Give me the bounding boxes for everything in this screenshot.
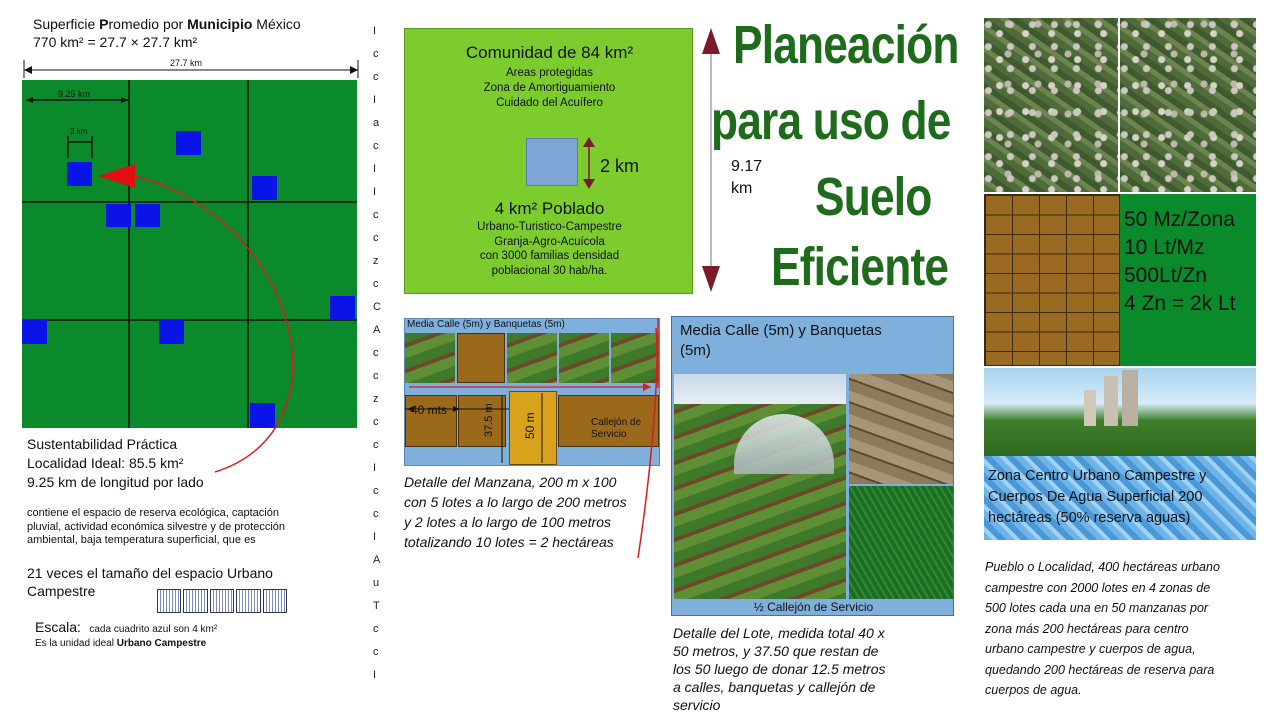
contiene-text: contiene el espacio de reserva ecológica, captación pluvial, actividad económica silvestre y de protección ambiental, baja temperatura superficial, que es [27, 507, 286, 546]
escala-squares [157, 589, 287, 613]
sustentabilidad-text: Sustentabilidad Práctica [27, 436, 178, 452]
unidad-line: Es la unidad ideal Urbano Campestre [35, 638, 207, 649]
stones-photo [849, 374, 953, 484]
poblado-square [526, 138, 578, 186]
red-arrow-2 [630, 318, 670, 568]
water-box [984, 456, 1256, 540]
lote-desc: Detalle del Lote, medida total 40 x 50 metros, y 37.50 que restan de los 50 luego de donar 12.5 metros a calles, banquetas y callejón de servicio [673, 625, 886, 713]
left-title-line2: 770 km² = 27.7 × 27.7 km² [33, 34, 198, 50]
veces-text-1: 21 veces el tamaño del espacio Urbano [27, 565, 273, 581]
vertical-dim-label-1: 9.17 [731, 158, 763, 175]
dim-arrow-2km [581, 137, 597, 189]
manzana-diagram [404, 318, 660, 466]
longitud-text: 9.25 km de longitud por lado [27, 474, 204, 490]
manzana-top-label: Media Calle (5m) y Banquetas (5m) [407, 319, 565, 330]
dim-small-label: 2 km [70, 127, 88, 136]
blue-square [22, 320, 47, 344]
blue-square [176, 131, 201, 155]
centro-urbano-photo [984, 368, 1256, 456]
red-arrow [90, 160, 320, 480]
manzanas-grid [984, 194, 1120, 366]
lote-detail [671, 316, 954, 616]
comunidad-lines: Areas protegidas Zona de Amortiguamiento Cuidado del Acuífero [483, 67, 616, 109]
localidad-text: Localidad Ideal: 85.5 km² [27, 455, 184, 471]
left-title-line1: Superficie Promedio por Municipio México [33, 16, 301, 32]
centro-text: Zona Centro Urbano Campestre y Cuerpos De Agua Superficial 200 hectáreas (50% reserva aguas) [988, 468, 1207, 526]
divider-glyphs: Ic c I a c I I c c z c C A c c z c c I c c I A u T c c I [373, 25, 381, 681]
greenhouse-photo [674, 374, 846, 599]
grass-photo [849, 486, 953, 599]
dim-375-label: 37.5 m [483, 403, 495, 437]
headline-l4: Eficiente [771, 237, 949, 297]
blue-square [67, 162, 92, 186]
houses-photo-2 [1120, 18, 1256, 192]
zona-box [1120, 194, 1256, 366]
veces-text-2: Campestre [27, 583, 96, 599]
dim-sub-label: 9.25 km [58, 89, 91, 99]
manzana-desc: Detalle del Manzana, 200 m x 100 con 5 lotes a lo largo de 200 metros y 2 lotes a lo largo de 100 metros totalizando 10 lotes = 2 hectáreas [404, 474, 627, 550]
headline-l3: Suelo [815, 167, 932, 227]
blue-square [330, 296, 355, 320]
lote-header: Media Calle (5m) y Banquetas (5m) [680, 322, 882, 359]
pueblo-desc: Pueblo o Localidad, 400 hectáreas urbano campestre con 2000 lotes en 4 zonas de 500 lotes cada una en 50 manzanas por zona más 200 hectáreas para centro urbano campestre y cuerpos de agua, quedando 200 hectáreas de reserva para cuerpos de agua. [985, 560, 1220, 697]
lote-footer: ½ Callejón de Servicio [753, 600, 874, 614]
houses-photo-1 [984, 18, 1118, 192]
zona-lines: 50 Mz/Zona 10 Lt/Mz 500Lt/Zn 4 Zn = 2k Lt [1124, 208, 1236, 315]
vertical-dim-label-2: km [731, 180, 753, 197]
headline-l1: Planeación [733, 15, 959, 75]
callejon-label: Callejón de Servicio [591, 417, 642, 440]
poblado-title: 4 km² Poblado [494, 199, 605, 218]
km2-label: 2 km [600, 156, 640, 176]
dim-total-label: 27.7 km [170, 58, 203, 68]
dim-40-label: 40 mts [411, 403, 448, 417]
comunidad-title: Comunidad de 84 km² [465, 43, 634, 62]
escala-line: Escala: cada cuadrito azul son 4 km² [35, 619, 218, 635]
headline-l2: para uso de [711, 91, 951, 151]
dim-50-label: 50 m [523, 412, 537, 439]
poblado-lines: Urbano-Turistico-Campestre Granja-Agro-Acuícola con 3000 familias densidad poblacional 30 hab/ha. [477, 221, 622, 277]
vertical-dim-arrow [699, 28, 723, 294]
comunidad-box [404, 28, 693, 294]
